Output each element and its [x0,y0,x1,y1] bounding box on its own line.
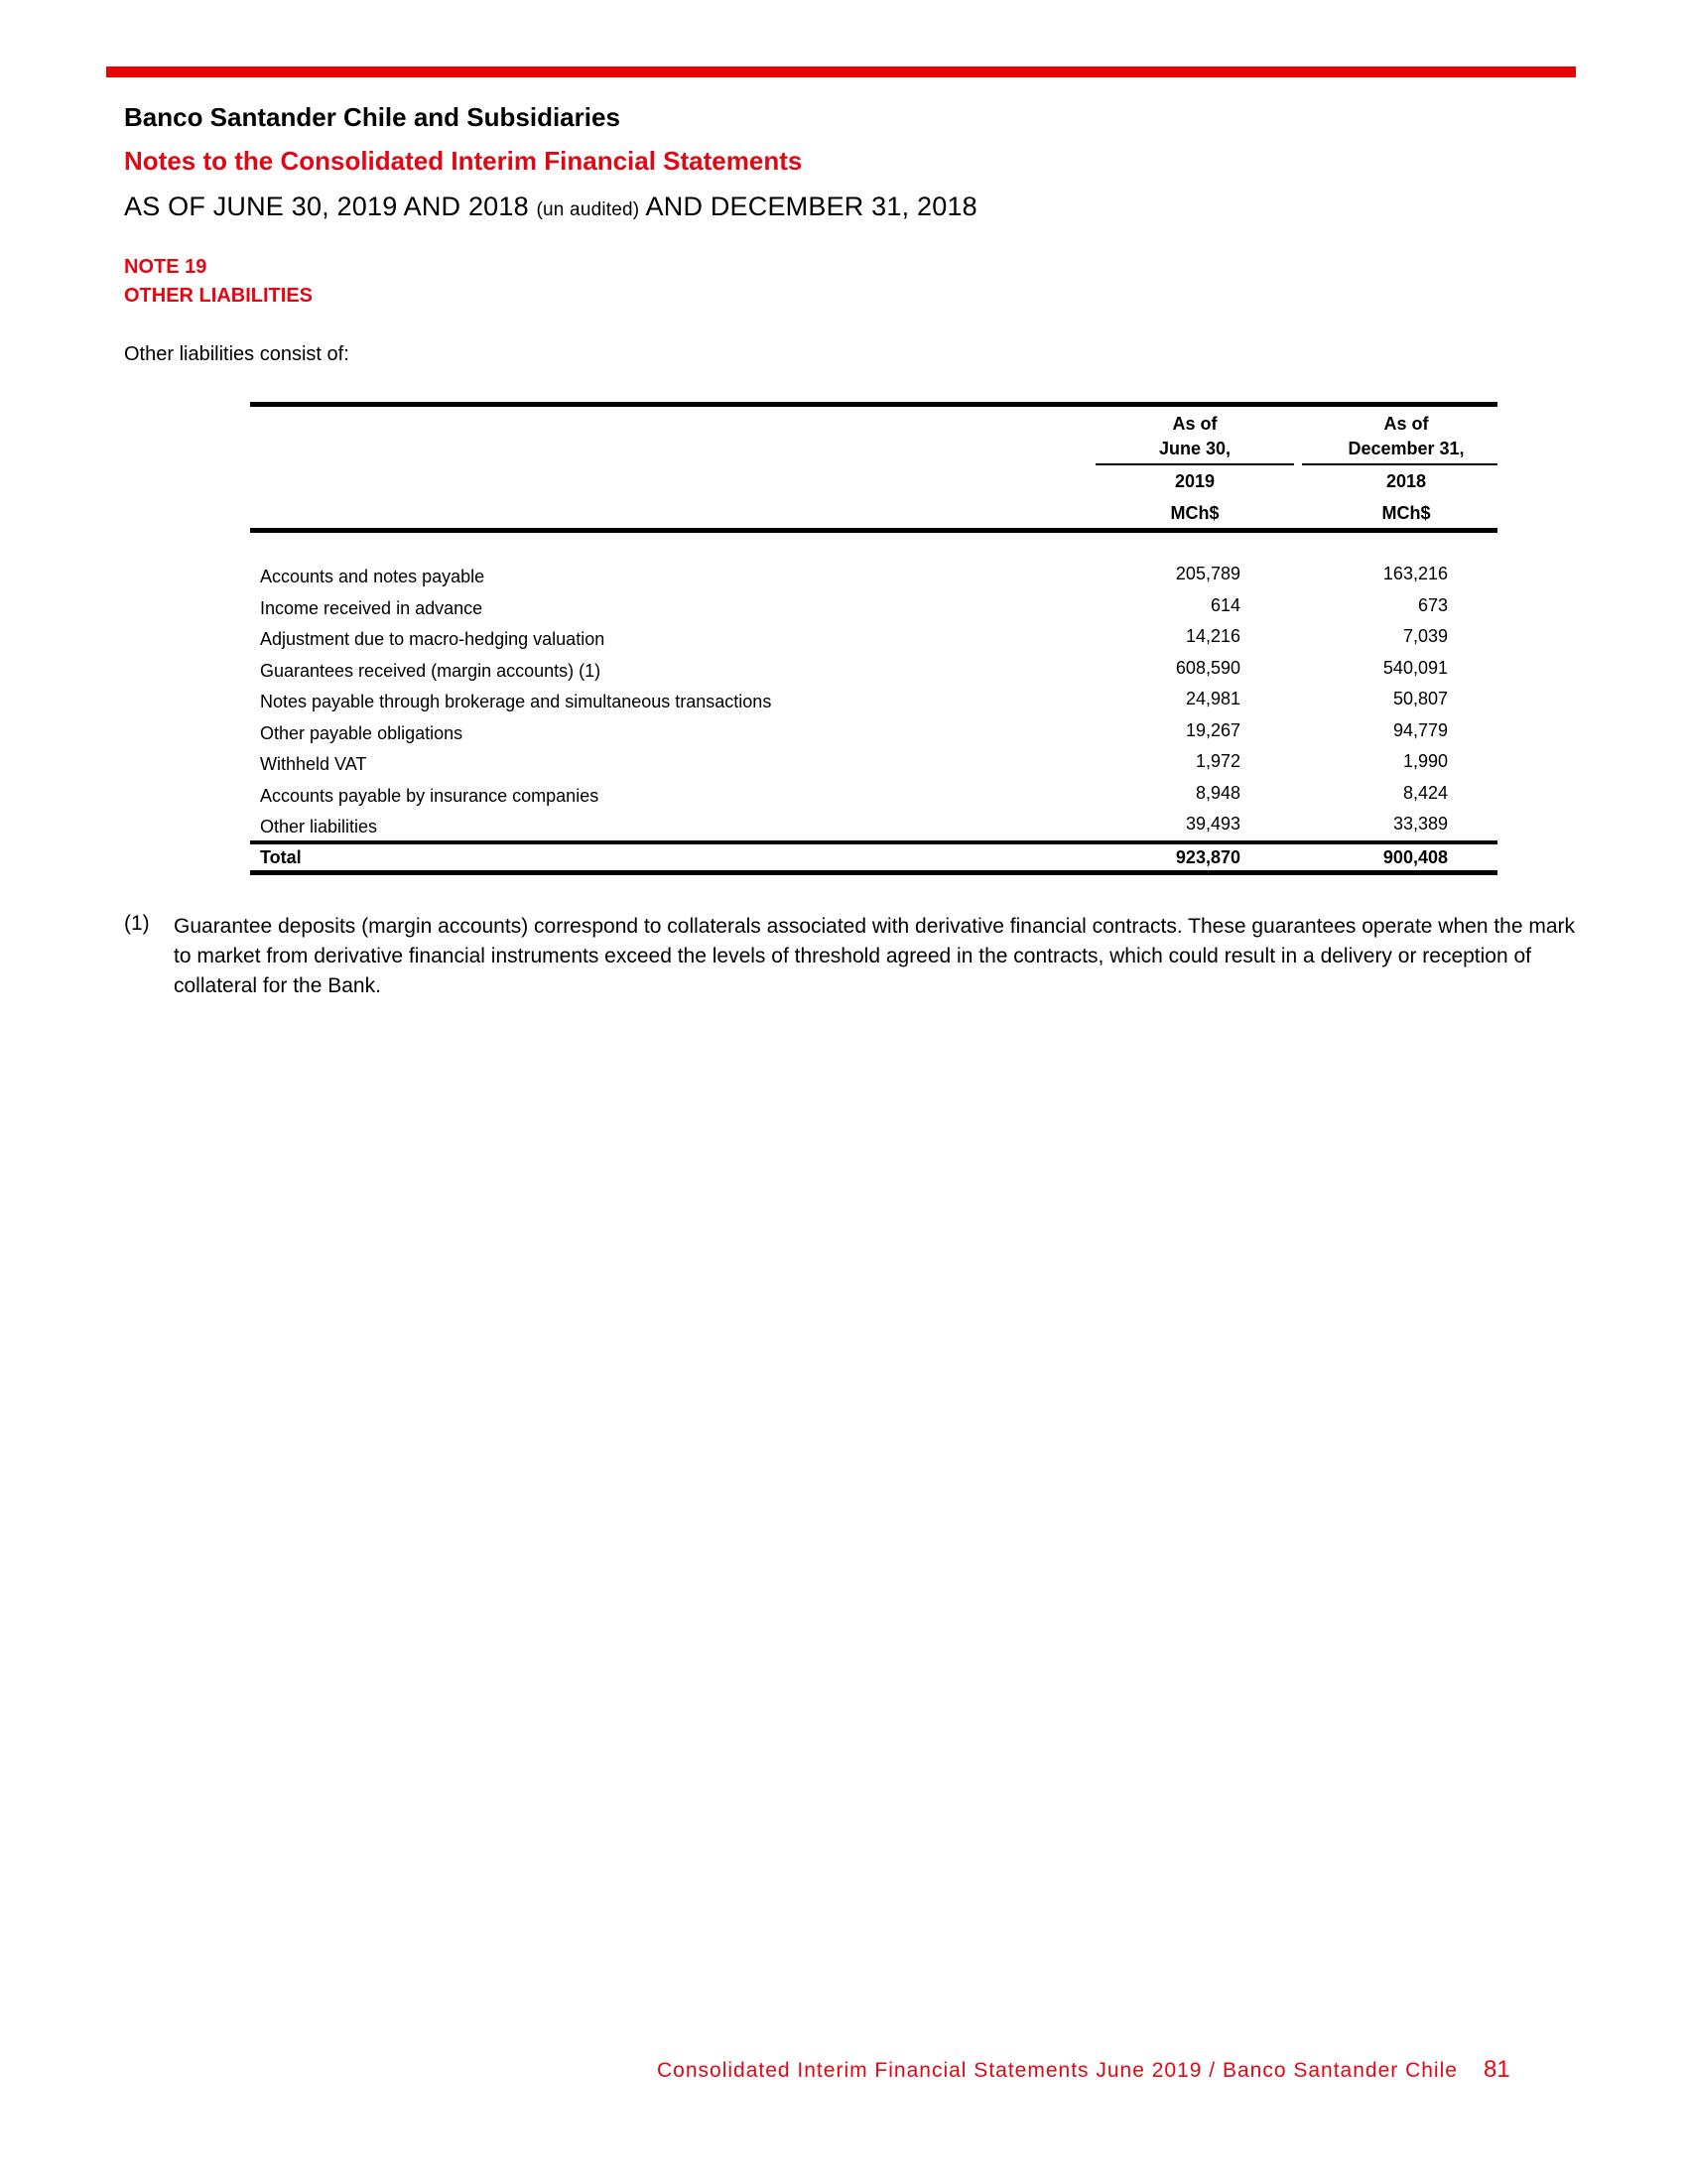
as-of-dates: AS OF JUNE 30, 2019 AND 2018 [124,192,529,221]
row-label: Other payable obligations [260,723,463,743]
row-value-2019: 24,981 [1185,689,1240,708]
row-label: Withheld VAT [260,754,367,774]
row-value-2018: 50,807 [1392,689,1448,708]
row-value-2018: 1,990 [1402,751,1448,771]
top-red-bar [106,66,1576,77]
footer-text: Consolidated Interim Financial Statements June 2019 / Banco Santander Chile [657,2059,1458,2082]
row-value-2019: 39,493 [1185,814,1240,834]
col1-year: 2019 [1174,471,1216,491]
note-intro: Other liabilities consist of: [124,343,349,365]
table-bottom-rule [250,870,1497,875]
other-liabilities-table [250,402,1497,878]
row-label: Notes payable through brokerage and simultaneous transactions [260,692,772,711]
row-value-2018: 94,779 [1392,720,1448,740]
as-of-line [124,192,977,222]
row-value-2018: 8,424 [1402,783,1448,803]
page-number: 81 [1484,2056,1510,2083]
row-label: Other liabilities [260,817,378,836]
unaudited-label: (un audited) [536,199,640,220]
col2-year: 2018 [1385,471,1427,491]
row-value-2019: 205,789 [1175,564,1240,583]
row-value-2019: 19,267 [1185,720,1240,740]
row-value-2019: 608,590 [1175,658,1240,678]
col2-header-rule [1302,463,1497,465]
row-value-2019: 8,948 [1195,783,1240,803]
total-value-2019: 923,870 [1175,847,1240,867]
row-value-2018: 673 [1417,595,1448,615]
col2-unit: MCh$ [1381,503,1431,523]
table-top-rule [250,402,1497,407]
row-label: Adjustment due to macro-hedging valuation [260,629,605,649]
table-pretotal-rule [250,840,1497,844]
total-label: Total [260,847,302,867]
row-label: Accounts payable by insurance companies [260,786,599,806]
col1-header-rule [1096,463,1294,465]
row-value-2018: 540,091 [1382,658,1448,678]
table-header-rule [250,528,1497,533]
col1-header-line2: June 30, [1158,439,1232,458]
company-name: Banco Santander Chile and Subsidiaries [124,102,620,132]
document-title: Notes to the Consolidated Interim Financial Statements [124,146,803,176]
footnote-number: (1) [124,912,150,935]
row-value-2018: 163,216 [1382,564,1448,583]
note-title: OTHER LIABILITIES [124,285,313,307]
row-value-2019: 614 [1210,595,1240,615]
row-label: Guarantees received (margin accounts) (1) [260,661,601,681]
row-label: Income received in advance [260,598,483,618]
row-value-2018: 7,039 [1402,626,1448,646]
row-value-2019: 1,972 [1195,751,1240,771]
row-value-2018: 33,389 [1392,814,1448,834]
col2-header-line2: December 31, [1348,439,1465,458]
as-of-december: AND DECEMBER 31, 2018 [645,192,977,221]
row-label: Accounts and notes payable [260,567,485,586]
note-number: NOTE 19 [124,256,207,278]
col1-header-line1: As of [1172,414,1218,434]
footnote-text: Guarantee deposits (margin accounts) correspond to collaterals associated with derivative financial contracts. These guarantees operate when the mark to market from derivative financial instruments exceed the levels of threshold agreed in the contracts, which could result in a delivery or reception of collateral for the Bank. [174,915,1576,997]
total-value-2018: 900,408 [1382,847,1448,867]
col2-header-line1: As of [1383,414,1429,434]
row-value-2019: 14,216 [1185,626,1240,646]
col1-unit: MCh$ [1170,503,1220,523]
